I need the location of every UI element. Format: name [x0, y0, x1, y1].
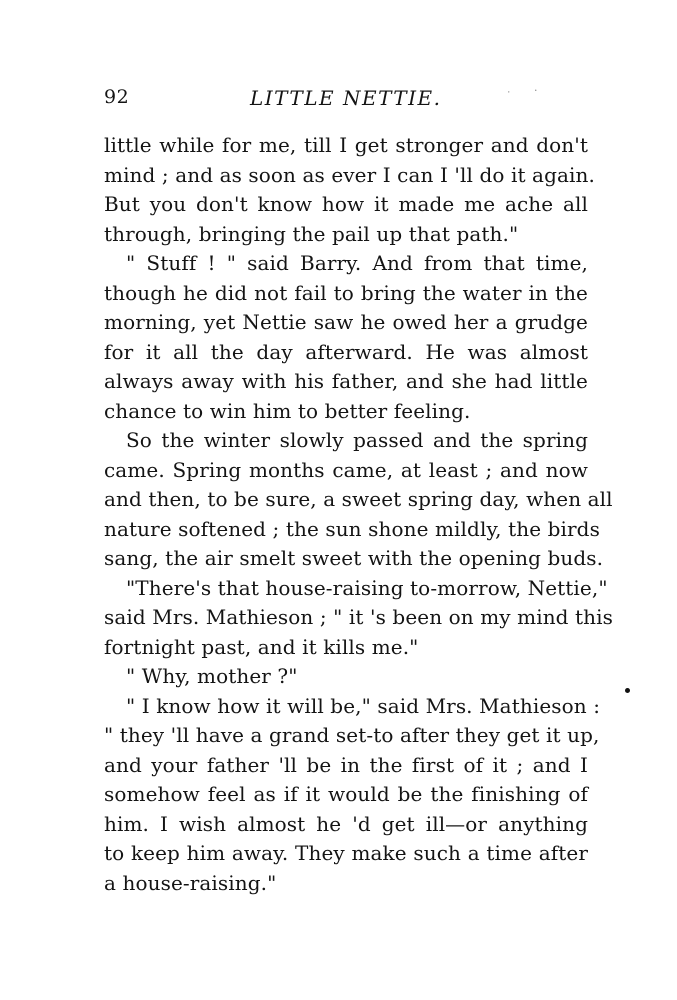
text-line: " Stuff ! " said Barry. And from that time, [126, 251, 588, 275]
text-line: So the winter slowly passed and the spring [126, 428, 588, 452]
text-line: came. Spring months came, at least ; and now [104, 457, 588, 482]
text-line: to keep him away. They make such a time after [104, 841, 588, 865]
text-line: and then, to be sure, a sweet spring day, when all [104, 487, 613, 511]
text-line: little while for me, till I get stronger and don't [104, 133, 588, 157]
text-line: nature softened ; the sun shone mildly, the birds [104, 516, 600, 541]
text-line: " I know how it will be," said Mrs. Mathieson : [126, 693, 601, 718]
text-line: though he did not fail to bring the water in the [104, 280, 588, 305]
running-title: LITTLE NETTIE. [250, 86, 442, 110]
text-line: said Mrs. Mathieson ; " it 's been on my mind this [104, 605, 614, 629]
text-line: chance to win him to better feeling. [104, 398, 471, 423]
text-line: sang, the air smelt sweet with the opening buds. [104, 546, 604, 570]
text-line: mind ; and as soon as ever I can I 'll do it again. [104, 162, 595, 187]
text-line: But you don't know how it made me ache all [104, 192, 588, 216]
print-speck: ˙ [506, 90, 512, 103]
text-line: somehow feel as if it would be the finishing of [104, 782, 588, 806]
text-line: morning, yet Nettie saw he owed her a grudge [104, 310, 588, 334]
page-header [104, 86, 590, 116]
text-line: through, bringing the pail up that path." [104, 221, 519, 246]
text-line: " they 'll have a grand set-to after they get it up, [104, 723, 600, 747]
text-line: "There's that house-raising to-morrow, Nettie," [126, 575, 608, 600]
text-line: and your father 'll be in the first of it ; and I [104, 752, 588, 777]
page-number: 92 [104, 86, 130, 108]
body-text [104, 131, 614, 898]
print-speck: · [534, 84, 538, 97]
text-line: a house-raising." [104, 870, 277, 895]
text-line: always away with his father, and she had little [104, 369, 588, 393]
text-line: for it all the day afterward. He was almost [104, 339, 588, 364]
text-line: him. I wish almost he 'd get ill—or anything [104, 811, 588, 836]
margin-speck [625, 688, 630, 693]
text-line: " Why, mother ?" [126, 664, 298, 688]
text-line: fortnight past, and it kills me." [104, 634, 419, 659]
